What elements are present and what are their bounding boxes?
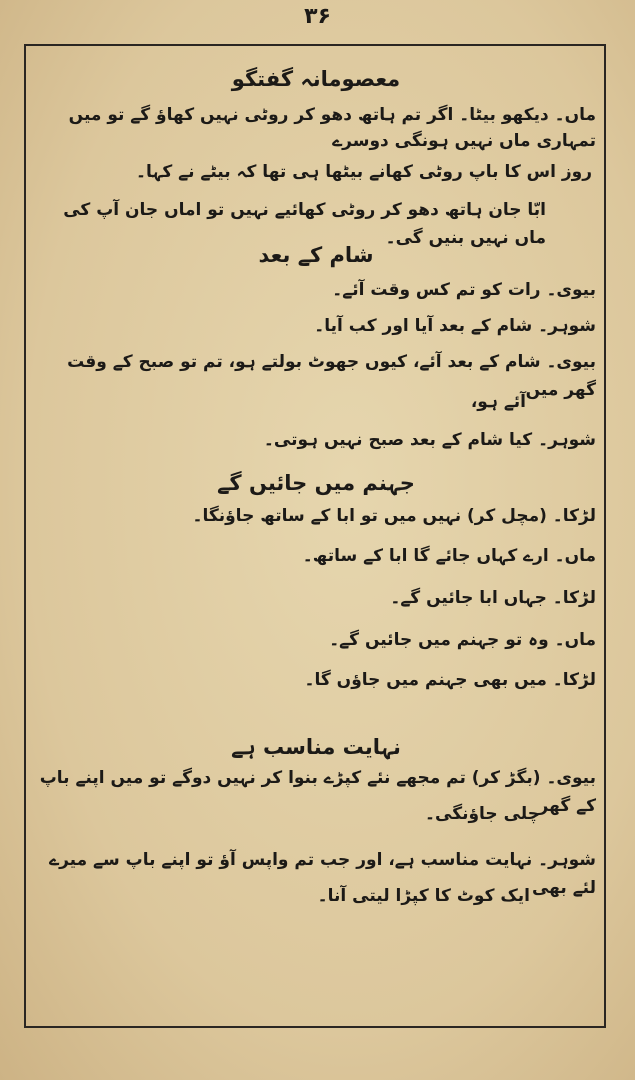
text-line: روز اس کا باپ روٹی کھانے بیٹھا ہی تھا کہ بیٹے نے کہا۔ [136,162,592,182]
page-number: ۳۶ [304,4,331,29]
dialogue-line: لڑکا۔ (مچل کر) نہیں میں تو ابا کے ساتھ جاؤنگا۔ [192,506,596,526]
text-line: ماں۔ دیکھو بیٹا۔ اگر تم ہاتھ دھو کر روٹی نہیں کھاؤ گے تو میں تمہاری ماں نہیں ہونگی دوسرے [68,105,596,151]
section-title-innocent-talk: معصومانہ گفتگو [231,67,401,91]
dialogue-line: لڑکا۔ جہاں ابا جائیں گے۔ [390,588,596,608]
section-title-after-evening: شام کے بعد [258,243,374,267]
dialogue-line-continuation: چلی جاؤنگی۔ [425,804,540,824]
dialogue-line: ماں۔ وہ تو جہنم میں جائیں گے۔ [329,630,596,650]
text-line: ابّا جان ہاتھ دھو کر روٹی کھائیے نہیں تو اماں جان آپ کی ماں نہیں بنیں گی۔ [63,200,546,248]
dialogue-line: بیوی۔ رات کو تم کس وقت آئے۔ [332,280,596,300]
page-content [36,56,596,916]
dialogue-line: بیوی۔ (بگڑ کر) تم مجھے نئے کپڑے بنوا کر نہیں دوگے تو میں اپنے باپ کے گھر [39,768,596,816]
dialogue-line: لڑکا۔ میں بھی جہنم میں جاؤں گا۔ [304,670,596,690]
dialogue-line: بیوی۔ شام کے بعد آئے، کیوں جھوٹ بولتے ہو، تم تو صبح کے وقت گھر میں [67,352,596,400]
section-title-will-go-to-hell: جہنم میں جائیں گے [217,471,415,495]
dialogue-line: شوہر۔ کیا شام کے بعد صبح نہیں ہوتی۔ [263,430,596,450]
section-title-quite-appropriate: نہایت مناسب ہے [231,735,401,759]
dialogue-line: شوہر۔ شام کے بعد آیا اور کب آیا۔ [314,316,596,336]
dialogue-line: شوہر۔ نہایت مناسب ہے، اور جب تم واپس آؤ تو اپنے باپ سے میرے لئے بھی [49,850,596,898]
dialogue-line-continuation: آئے ہو، [470,392,526,412]
dialogue-line-continuation: ایک کوٹ کا کپڑا لیتی آنا۔ [317,886,530,906]
dialogue-line: ماں۔ ارے کہاں جائے گا ابا کے ساتھ۔ [302,546,596,566]
